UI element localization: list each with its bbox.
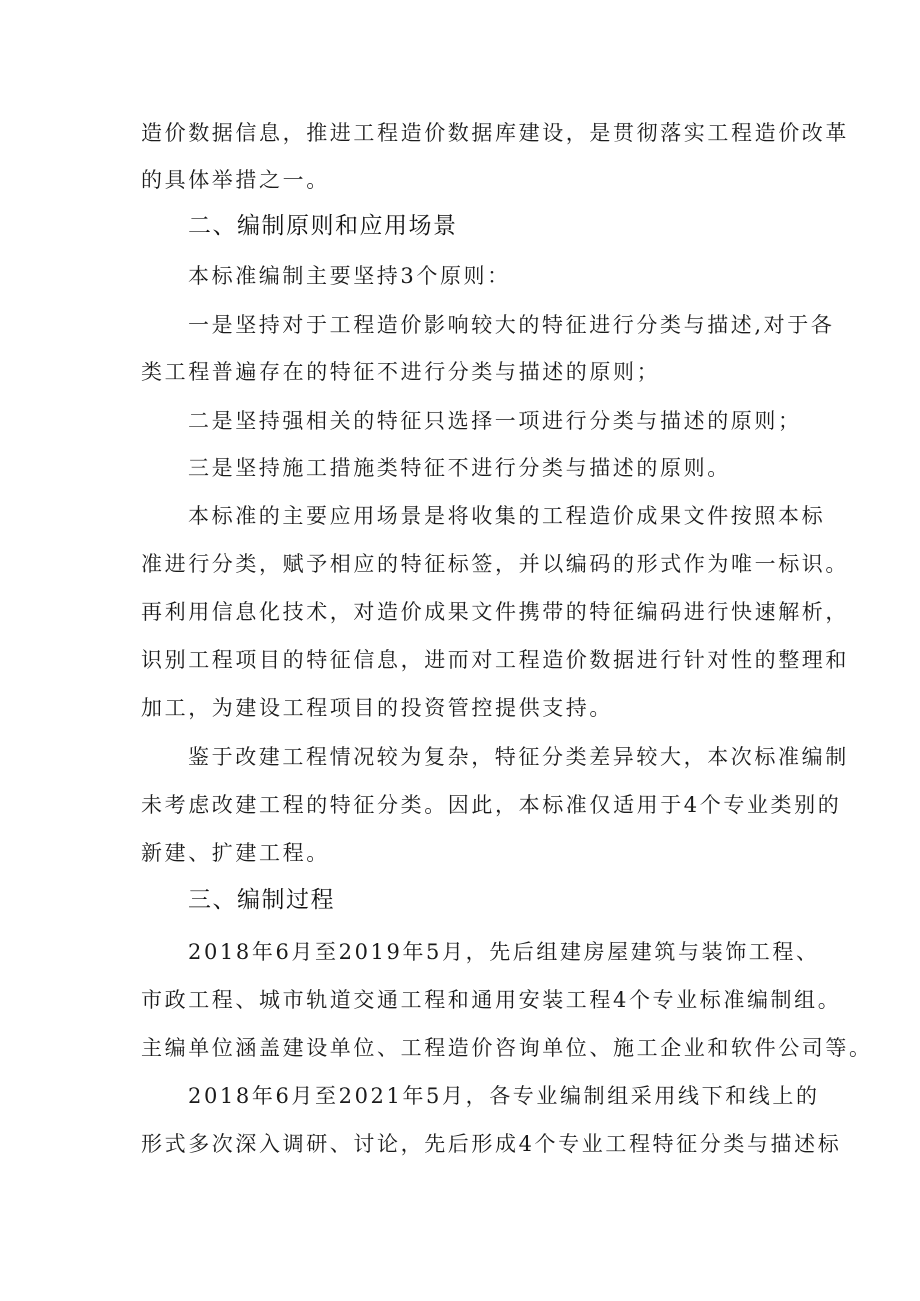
paragraph-line: 再利用信息化技术，对造价成果文件携带的特征编码进行快速解析， <box>141 600 849 624</box>
paragraph-line: 2018年6月至2019年5月，先后组建房屋建筑与装饰工程、 <box>188 940 820 964</box>
paragraph-line: 本标准编制主要坚持3个原则： <box>188 264 511 288</box>
paragraph-line: 鉴于改建工程情况较为复杂，特征分类差异较大，本次标准编制 <box>188 745 849 769</box>
paragraph-line: 未考虑改建工程的特征分类。因此，本标准仅适用于4个专业类别的 <box>141 793 842 817</box>
paragraph-line: 市政工程、城市轨道交通工程和通用安装工程4个专业标准编制组。 <box>141 988 842 1012</box>
paragraph-line: 加工，为建设工程项目的投资管控提供支持。 <box>141 696 613 720</box>
paragraph-line: 准进行分类，赋予相应的特征标签，并以编码的形式作为唯一标识。 <box>141 552 849 576</box>
paragraph-line: 识别工程项目的特征信息，进而对工程造价数据进行针对性的整理和 <box>141 648 849 672</box>
section-heading-process: 三、编制过程 <box>188 887 335 913</box>
paragraph-line: 类工程普遍存在的特征不进行分类与描述的原则； <box>141 360 661 384</box>
paragraph-line: 本标准的主要应用场景是将收集的工程造价成果文件按照本标 <box>188 504 826 528</box>
paragraph-line: 2018年6月至2021年5月，各专业编制组采用线下和线上的 <box>188 1084 820 1108</box>
paragraph-line: 二是坚持强相关的特征只选择一项进行分类与描述的原则； <box>188 409 802 433</box>
paragraph-line: 形式多次深入调研、讨论，先后形成4个专业工程特征分类与描述标 <box>141 1132 842 1156</box>
paragraph-line: 三是坚持施工措施类特征不进行分类与描述的原则。 <box>188 456 731 480</box>
paragraph-line: 新建、扩建工程。 <box>141 841 330 865</box>
paragraph-line: 一是坚持对于工程造价影响较大的特征进行分类与描述,对于各 <box>188 313 835 337</box>
paragraph-line: 主编单位涵盖建设单位、工程造价咨询单位、施工企业和软件公司等。 <box>141 1036 873 1060</box>
section-heading-principles: 二、编制原则和应用场景 <box>188 213 458 239</box>
paragraph-line: 造价数据信息，推进工程造价数据库建设，是贯彻落实工程造价改革 <box>141 121 849 145</box>
paragraph-line: 的具体举措之一。 <box>141 168 330 192</box>
